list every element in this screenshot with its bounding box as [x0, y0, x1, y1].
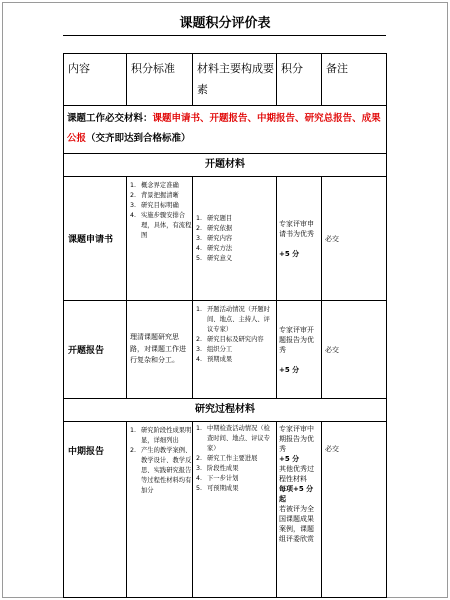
score-midterm: 专家评审中期报告为优秀 +5 分 其他优秀过程性材料 每项+5 分 起 若被评为全国课题成果案例，课题组评委欣赏	[277, 422, 322, 598]
list-item: 4. 预期成果	[196, 356, 233, 363]
list-item: 1. 中期检查活动情况（检查时间、地点、评议专家）	[196, 425, 270, 452]
header-score: 积分	[277, 54, 322, 106]
header-note: 备注	[322, 54, 387, 106]
list-item: 1. 研究题目	[196, 214, 233, 222]
header-content: 内容	[64, 54, 127, 106]
list-item: 1. 开题活动情况（开题时间、地点、主持人、评议专家）	[196, 306, 270, 333]
title-underline	[63, 35, 386, 36]
list-item: 2. 研究依据	[196, 224, 233, 232]
criteria-midterm	[127, 422, 193, 598]
req-bulletin: 成果公报	[67, 113, 381, 144]
list-item: 2. 研究目标及研究内容	[196, 336, 264, 343]
list-item: 3. 组织分工	[196, 346, 233, 353]
row-label-opening-report: 开题报告	[64, 301, 127, 399]
list-item: 2. 产生的教学案例、教学设计、教学反思、实践研究报告等过程性材料均有加分	[130, 447, 192, 494]
score-opening-report: 专家评审开题报告为优秀 +5 分	[277, 301, 322, 399]
row-label-application: 课题申请书	[64, 177, 127, 301]
section-title-process: 研究过程材料	[64, 399, 387, 422]
list-item: 1. 概念界定准确	[130, 182, 179, 189]
evaluation-table	[63, 53, 387, 598]
req-midterm: 中期报告、	[257, 113, 305, 124]
list-item: 2. 研究工作主要进展	[196, 455, 258, 462]
row-application	[64, 177, 387, 301]
requirements-cell	[64, 106, 387, 154]
list-item: 3. 研究内容	[196, 234, 233, 242]
elements-midterm	[193, 422, 277, 598]
note-midterm: 必交	[322, 422, 387, 598]
elements-opening-report	[193, 301, 277, 399]
elements-application	[193, 177, 277, 301]
list-item: 2. 背景把握清晰	[130, 192, 179, 199]
section-row-process	[64, 399, 387, 422]
list-item: 5. 研究意义	[196, 254, 233, 262]
header-criteria: 积分标准	[127, 54, 193, 106]
list-item: 4. 研究方法	[196, 244, 233, 252]
list-item: 5. 可预期成果	[196, 485, 239, 492]
page-title: 课题积分评价表	[179, 16, 271, 31]
row-midterm	[64, 422, 387, 598]
list-item: 3. 阶段性成果	[196, 465, 239, 472]
requirements-row	[64, 106, 387, 154]
list-item: 3. 研究目标明确	[130, 202, 179, 209]
header-elements: 材料主要构成要素	[193, 54, 277, 106]
list-item: 4. 下一步计划	[196, 475, 239, 482]
requirements-label: 课题工作必交材料：	[67, 113, 153, 124]
section-title-opening: 开题材料	[64, 154, 387, 177]
row-opening-report	[64, 301, 387, 399]
section-row-opening	[64, 154, 387, 177]
note-opening-report: 必交	[322, 301, 387, 399]
list-item: 4. 实施步骤安排合理，具体，有流程图	[130, 212, 192, 239]
score-application: 专家评审申请书为优秀 +5 分	[277, 177, 322, 301]
criteria-application	[127, 177, 193, 301]
req-final: 研究总报告、	[304, 113, 362, 124]
list-item: 1. 研究阶段性成果明显，详细列出	[130, 427, 192, 444]
note-application: 必交	[322, 177, 387, 301]
header-row	[64, 54, 387, 106]
req-opening: 开题报告、	[209, 113, 258, 124]
requirements-suffix: （交齐即达到合格标准）	[86, 133, 191, 144]
row-label-midterm: 中期报告	[64, 422, 127, 598]
criteria-opening-report: 理清课题研究思路，对课题工作进行复杂和分工。	[127, 301, 193, 399]
req-application: 课题申请书、	[152, 113, 210, 124]
